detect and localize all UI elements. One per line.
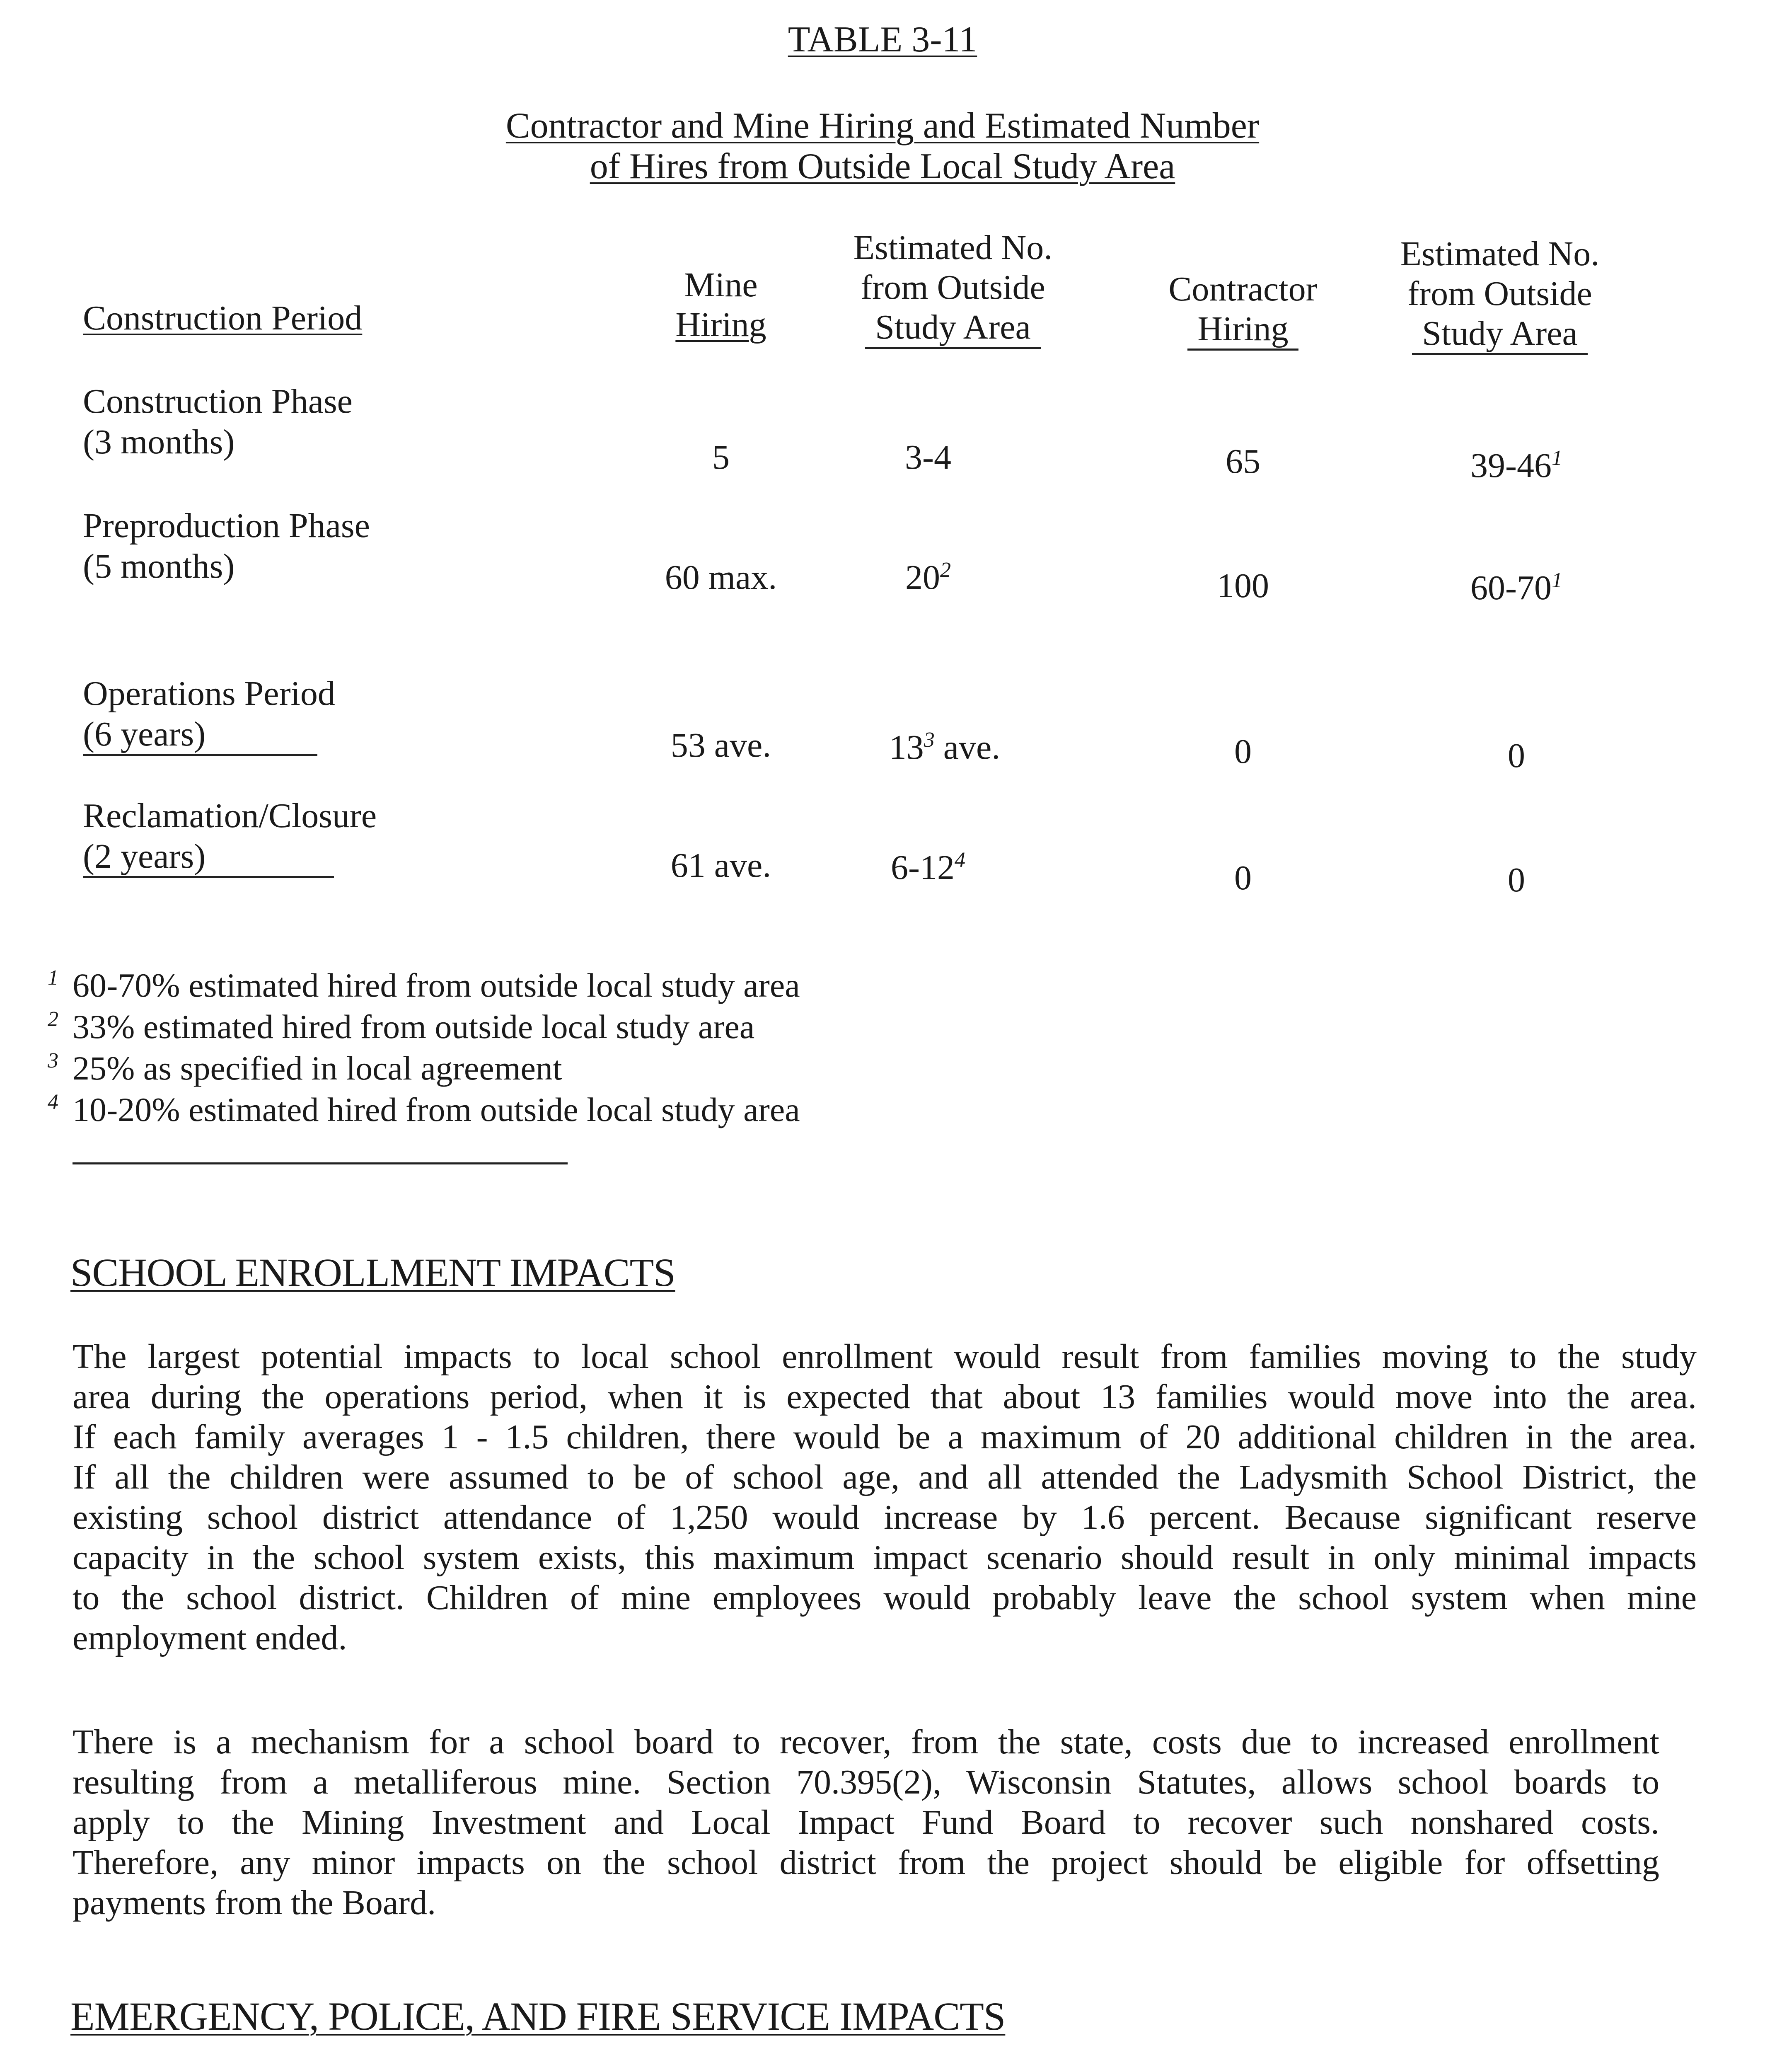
footnote: 2 33% estimated hired from outside local study area <box>48 1007 755 1046</box>
header-construction-period: Construction Period <box>83 299 363 337</box>
footnote: 1 60-70% estimated hired from outside local study area <box>48 966 800 1004</box>
cell-est-contractor: $60-70^1$ <box>1470 569 1562 607</box>
cell-est-mine: 3-4 <box>905 438 951 477</box>
school-paragraph-2: There is a mechanism for a school board to recover, from the state, costs due to increased enrollment resulting from a metalliferous mine. Section 70.395(2), Wisconsin Statutes, allows school boards to apply to the Mining Investment and Local Impact Fund Board to recover such nonshared costs. Therefore, any minor impacts on the school district from the project should be eligible for offsetting payments from the Board. <box>73 1723 1659 1922</box>
school-paragraph-1: The largest potential impacts to local school enrollment would result from families moving to the study area during the operations period, when it is expected that about 13 families would move into the area. If each family averages 1 - 1.5 children, there would be a maximum of 20 additional children in the area. If all the children were assumed to be of school age, and all attended the Ladysmith School District, the existing school district attendance of 1,250 would increase by 1.6 percent. Because significant reserve capacity in the school system exists, this maximum impact scenario should result in only minimal impacts to the school district. Children of mine employees would probably leave the school system when mine employment ended. <box>73 1337 1697 1657</box>
footnote: 4 10-20% estimated hired from outside local study area <box>48 1090 800 1128</box>
cell-mine-hiring: 53 ave. <box>670 726 771 765</box>
cell-contractor-hiring: 0 <box>1234 732 1252 771</box>
cell-est-mine: $20^2$ <box>905 558 951 597</box>
cell-mine-hiring: 5 <box>712 438 730 477</box>
header-contractor-hiring: Contractor Hiring <box>1127 269 1359 351</box>
cell-est-contractor: $39-46^1$ <box>1470 446 1562 485</box>
table-title <box>0 106 1765 187</box>
cell-est-mine: $6-12^4$ <box>891 848 965 887</box>
footnote-divider <box>73 1162 568 1164</box>
cell-est-contractor: 0 <box>1508 861 1525 899</box>
cell-contractor-hiring: 100 <box>1217 566 1269 605</box>
header-est-contractor: Estimated No. from Outside Study Area <box>1376 234 1624 355</box>
cell-contractor-hiring: 65 <box>1226 442 1260 481</box>
table-label <box>0 19 1765 61</box>
cell-mine-hiring: 60 max. <box>665 558 777 597</box>
table-row-label: Preproduction Phase (5 months) <box>83 506 370 586</box>
table-title-line1: Contractor and Mine Hiring and Estimated Number <box>505 106 1260 146</box>
table-number: TABLE 3-11 <box>788 19 977 60</box>
header-est-mine: Estimated No. from Outside Study Area <box>829 228 1077 349</box>
section-heading-school: SCHOOL ENROLLMENT IMPACTS <box>70 1250 675 1295</box>
footnote: 3 25% as specified in local agreement <box>48 1049 562 1087</box>
cell-est-mine: $13^3$ ave. <box>889 728 1001 767</box>
table-row-label: Construction Phase (3 months) <box>83 382 353 461</box>
header-mine-hiring: Mine Hiring <box>675 266 766 344</box>
section-heading-emergency: EMERGENCY, POLICE, AND FIRE SERVICE IMPACTS <box>70 1994 1006 2038</box>
cell-est-contractor: 0 <box>1508 736 1525 775</box>
cell-mine-hiring: 61 ave. <box>670 846 771 885</box>
table-row-label: Reclamation/Closure (2 years) <box>83 796 377 878</box>
table-row-label: Operations Period (6 years) <box>83 673 335 756</box>
cell-contractor-hiring: 0 <box>1234 859 1252 897</box>
table-title-line2: of Hires from Outside Local Study Area <box>590 146 1175 186</box>
